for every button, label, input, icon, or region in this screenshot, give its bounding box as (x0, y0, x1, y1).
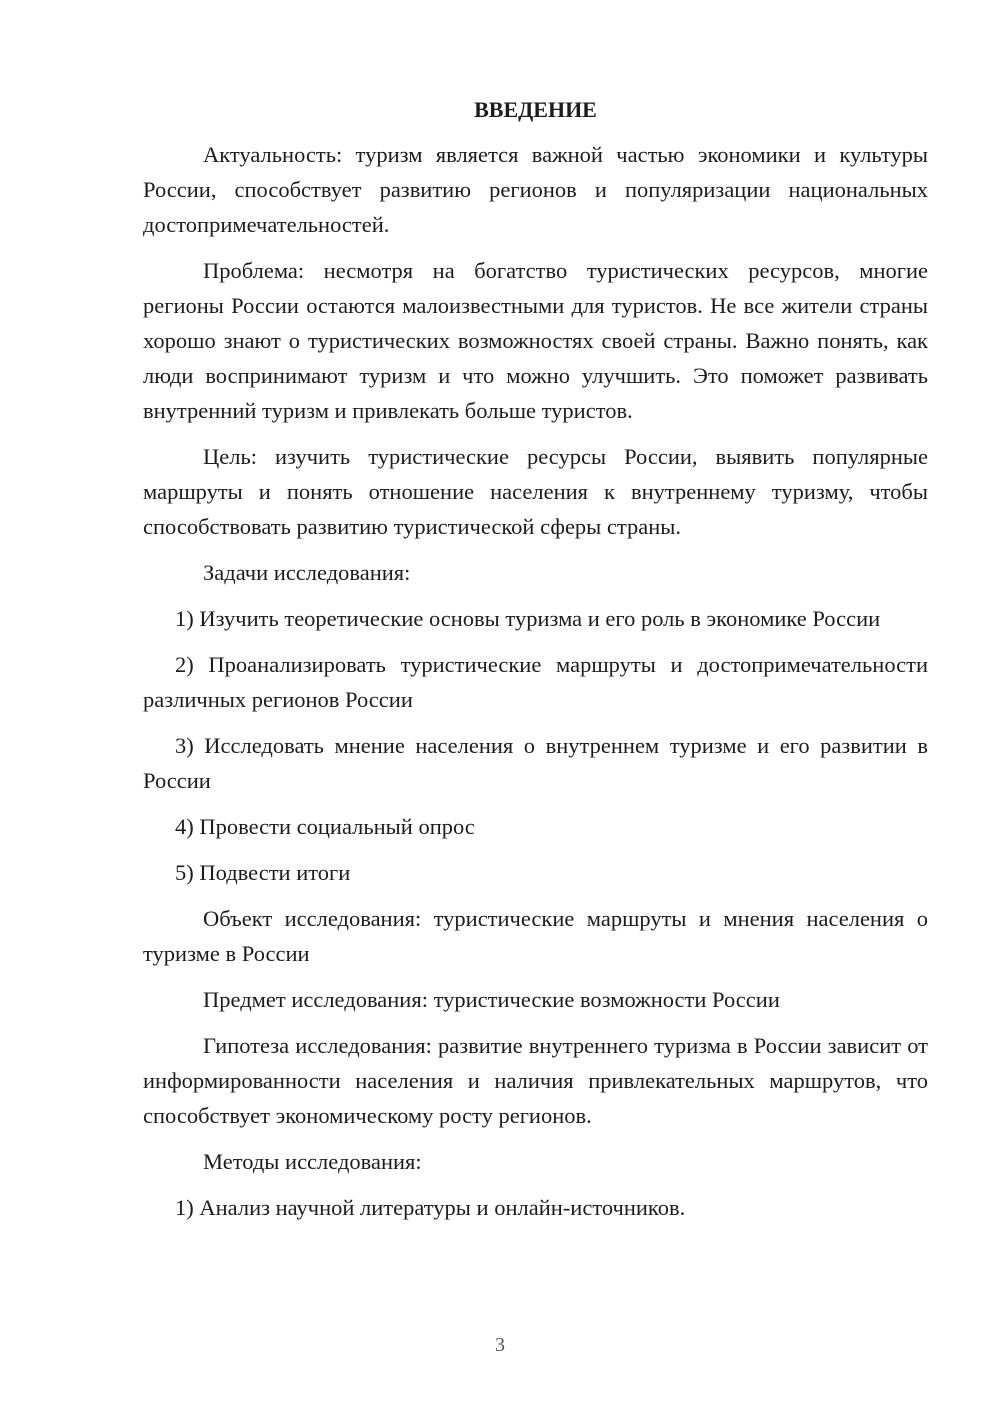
paragraph-goal: Цель: изучить туристические ресурсы России, выявить популярные маршруты и понять отношение населения к внутреннему туризму, чтобы способствовать развитию туристической сферы страны. (143, 444, 928, 539)
task-item-5: 5) Подвести итоги (175, 860, 351, 885)
task-item-4: 4) Провести социальный опрос (175, 814, 475, 839)
document-title: ВВЕДЕНИЕ (474, 97, 597, 122)
paragraph-hypothesis: Гипотеза исследования: развитие внутреннего туризма в России зависит от информированности населения и наличия привлекательных маршрутов, что способствует экономическому росту регионов. (143, 1033, 928, 1128)
task-item-2: 2) Проанализировать туристические маршруты и достопримечательности различных регионов России (143, 652, 928, 712)
paragraph-relevance: Актуальность: туризм является важной частью экономики и культуры России, способствует развитию регионов и популяризации национальных достопримечательностей. (143, 142, 928, 237)
methods-heading: Методы исследования: (203, 1149, 422, 1174)
method-item-1: 1) Анализ научной литературы и онлайн-источников. (175, 1195, 686, 1220)
document-page (143, 95, 928, 1236)
paragraph-object: Объект исследования: туристические маршруты и мнения населения о туризме в России (143, 906, 928, 966)
paragraph-problem: Проблема: несмотря на богатство туристических ресурсов, многие регионы России остаются малоизвестными для туристов. Не все жители страны хорошо знают о туристических возможностях своей страны. Важно понять, как люди воспринимают туризм и что можно улучшить. Это поможет развивать внутренний туризм и привлекать больше туристов. (143, 258, 928, 423)
task-item-1: 1) Изучить теоретические основы туризма и его роль в экономике России (175, 606, 881, 631)
tasks-heading: Задачи исследования: (203, 560, 411, 585)
paragraph-subject: Предмет исследования: туристические возможности России (203, 987, 780, 1012)
task-item-3: 3) Исследовать мнение населения о внутреннем туризме и его развитии в России (143, 733, 928, 793)
page-number: 3 (495, 1334, 505, 1356)
